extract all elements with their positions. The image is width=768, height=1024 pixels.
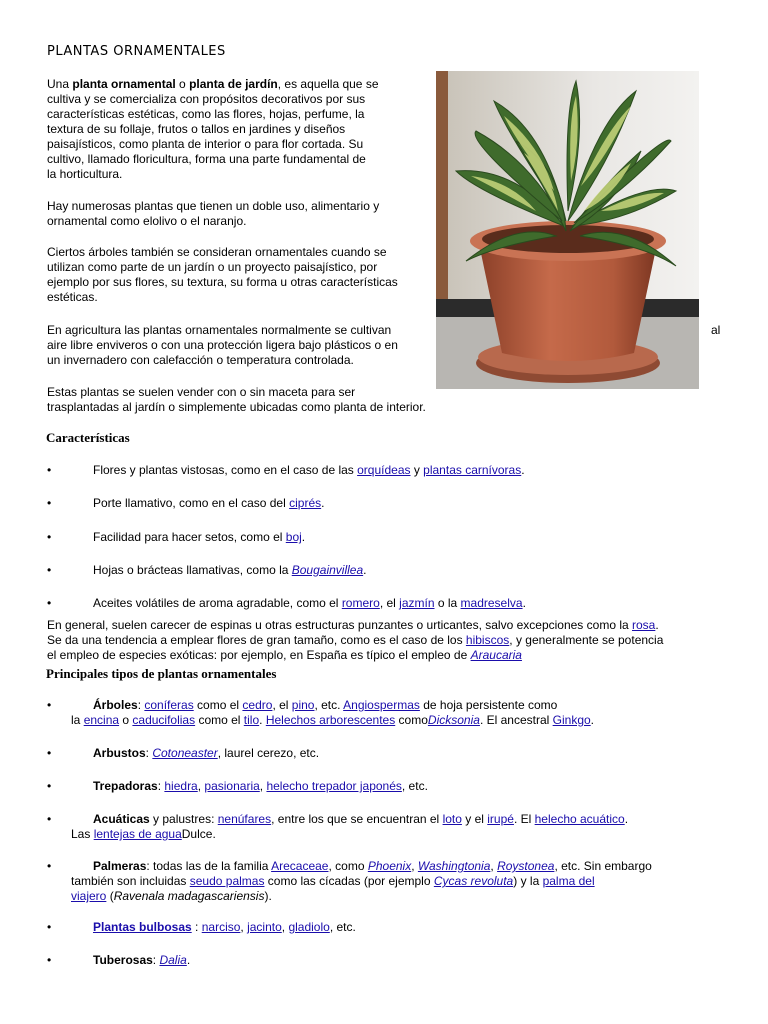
text: o (119, 713, 133, 727)
bullet-icon: • (47, 859, 52, 873)
text: , entre los que se encuentran el (271, 812, 443, 826)
text: , y generalmente se potencia (509, 633, 664, 647)
text: un invernadero con calefacción o temperatura controlada. (47, 353, 354, 367)
text: , como (328, 859, 368, 873)
bullet-icon: • (47, 563, 52, 577)
text-al: al (711, 323, 721, 337)
text: Ciertos árboles también se consideran ornamentales cuando se (47, 245, 387, 259)
text: de hoja persistente como (419, 698, 558, 712)
paragraph-agriculture (47, 323, 398, 368)
text: Estas plantas se suelen vender con o sin maceta para ser (47, 385, 356, 399)
text: . (186, 953, 191, 967)
text: Aceites volátiles de aroma agradable, como el (93, 596, 342, 610)
text: : (152, 953, 160, 967)
text: Las (71, 827, 94, 841)
text: características estéticas, como las flores, hojas, perfume, la (47, 107, 365, 121)
bold-term: Acuáticas (93, 812, 150, 826)
link-caducifolias[interactable]: caducifolias (132, 713, 196, 727)
link-helechos-arborescentes[interactable]: Helechos arborescentes (265, 713, 396, 727)
link-encina[interactable]: encina (83, 713, 120, 727)
text: la horticultura. (47, 167, 123, 181)
bold-term: planta de jardín (189, 77, 278, 91)
text: En general, suelen carecer de espinas u otras estructuras punzantes o urticantes, salvo excepciones como la (47, 618, 632, 632)
link-plantas-bulbosas[interactable]: Plantas bulbosas (93, 920, 192, 934)
bold-term: Árboles (93, 698, 138, 712)
link-loto[interactable]: loto (442, 812, 462, 826)
text: . El ancestral (479, 713, 553, 727)
link-coniferas[interactable]: coníferas (144, 698, 194, 712)
link-madreselva[interactable]: madreselva (460, 596, 523, 610)
text: , (281, 920, 289, 934)
link-jazmin[interactable]: jazmín (399, 596, 435, 610)
link-arecaceae[interactable]: Arecaceae (271, 859, 329, 873)
text: ). (264, 889, 272, 903)
link-palma-del-viajero[interactable]: palma del (542, 874, 595, 888)
text: Facilidad para hacer setos, como el (93, 530, 286, 544)
link-angiospermas[interactable]: Angiospermas (343, 698, 420, 712)
text: el empleo de especies exóticas: por ejemplo, en España es típico el empleo de (47, 648, 471, 662)
bold-term: planta ornamental (72, 77, 176, 91)
link-nenufares[interactable]: nenúfares (217, 812, 272, 826)
text: . (259, 713, 266, 727)
text: ejemplo por sus flores, su textura, su forma u otras características (47, 275, 398, 289)
text: . (301, 530, 306, 544)
link-bougainvillea[interactable]: Bougainvillea (291, 563, 364, 577)
paragraph-trees (47, 245, 398, 305)
text: , el (379, 596, 400, 610)
text: : (137, 698, 145, 712)
text: En agricultura las plantas ornamentales normalmente se cultivan (47, 323, 392, 337)
section-heading-characteristics: Características (46, 430, 130, 445)
text: , (240, 920, 248, 934)
text: cultivo, llamado floricultura, forma una parte fundamental de (47, 152, 366, 166)
link-irupe[interactable]: irupé (487, 812, 514, 826)
link-lentejas-de-agua[interactable]: lentejas de agua (93, 827, 182, 841)
paragraph-general (47, 618, 663, 663)
text: cultiva y se comercializa con propósitos decorativos por sus (47, 92, 366, 106)
bullet-icon: • (47, 746, 52, 760)
section-heading-types: Principales tipos de plantas ornamentales (46, 666, 277, 681)
text: . (521, 463, 525, 477)
link-cycas-revoluta[interactable]: Cycas revoluta (433, 874, 514, 888)
link-narciso[interactable]: narciso (201, 920, 241, 934)
text: ornamental como elolivo o el naranjo. (47, 214, 247, 228)
bullet-icon: • (47, 496, 52, 510)
text: , laurel cerezo, etc. (217, 746, 320, 760)
text: y palustres: (149, 812, 218, 826)
text: , etc. (329, 920, 356, 934)
bullet-icon: • (47, 463, 52, 477)
text: o (175, 77, 190, 91)
text: también son incluidas (71, 874, 190, 888)
intro-paragraph (47, 77, 379, 182)
bullet-icon: • (47, 698, 52, 712)
text: . (590, 713, 595, 727)
link-phoenix[interactable]: Phoenix (367, 859, 412, 873)
link-plantas-carnivoras[interactable]: plantas carnívoras (423, 463, 522, 477)
text: , el (272, 698, 292, 712)
link-washingtonia[interactable]: Washingtonia (417, 859, 491, 873)
text: . (624, 812, 629, 826)
link-helecho-trepador-japones[interactable]: helecho trepador japonés (266, 779, 402, 793)
link-jacinto[interactable]: jacinto (247, 920, 282, 934)
bold-term: Tuberosas (93, 953, 153, 967)
text: paisajísticos, como planta de interior o para flor cortada. Su (47, 137, 364, 151)
text: utilizan como parte de un jardín o un proyecto paisajístico, por (47, 260, 378, 274)
text: como las cícadas (por ejemplo (264, 874, 434, 888)
text: : (157, 779, 165, 793)
text: aire libre enviveros o con una protección ligera bajo plásticos o en (47, 338, 398, 352)
bullet-icon: • (47, 953, 52, 967)
page-title: PLANTAS ORNAMENTALES (47, 44, 226, 59)
text: trasplantadas al jardín o simplemente ubicadas como planta de interior. (47, 400, 426, 414)
text: , (259, 779, 267, 793)
text: . (363, 563, 367, 577)
bullet-icon: • (47, 530, 52, 544)
text: . (321, 496, 325, 510)
bullet-icon: • (47, 812, 52, 826)
bullet-icon: • (47, 920, 52, 934)
link-ginkgo[interactable]: Ginkgo (552, 713, 591, 727)
text: como el (193, 698, 243, 712)
bold-term: Palmeras (93, 859, 147, 873)
text: o la (434, 596, 461, 610)
link-dicksonia[interactable]: Dicksonia (427, 713, 480, 727)
text: , etc. (401, 779, 428, 793)
bold-term: Trepadoras (93, 779, 158, 793)
text: . (522, 596, 526, 610)
link-cipres[interactable]: ciprés (289, 496, 322, 510)
link-rosa[interactable]: rosa (632, 618, 656, 632)
paragraph-double-use (47, 199, 379, 229)
text: . El (513, 812, 535, 826)
text: , etc. Sin embargo (554, 859, 652, 873)
link-romero[interactable]: romero (341, 596, 380, 610)
text: : (145, 746, 153, 760)
text: Una (47, 77, 73, 91)
text: ( (106, 889, 114, 903)
text: : (191, 920, 202, 934)
text: Porte llamativo, como en el caso del (93, 496, 290, 510)
link-roystonea[interactable]: Roystonea (497, 859, 555, 873)
text: estéticas. (47, 290, 98, 304)
link-boj[interactable]: boj (285, 530, 302, 544)
text: , etc. (314, 698, 344, 712)
text: como el (195, 713, 244, 727)
text: Hay numerosas plantas que tienen un doble uso, alimentario y (47, 199, 380, 213)
link-hibiscos[interactable]: hibiscos (465, 633, 510, 647)
text: . (655, 618, 659, 632)
text: ) y la (513, 874, 543, 888)
link-hiedra[interactable]: hiedra (164, 779, 198, 793)
text: textura de su follaje, frutos o tallos en jardines y diseños (47, 122, 346, 136)
plant-photo (436, 71, 699, 389)
link-dalia[interactable]: Dalia (159, 953, 187, 967)
text: , (411, 859, 418, 873)
link-viajero[interactable]: viajero (71, 889, 107, 903)
text: , (197, 779, 205, 793)
text: , es aquella que se (277, 77, 379, 91)
link-seudo-palmas[interactable]: seudo palmas (189, 874, 265, 888)
text: Se da una tendencia a emplear flores de gran tamaño, como es el caso de los (47, 633, 466, 647)
link-cotoneaster[interactable]: Cotoneaster (152, 746, 218, 760)
italic-term: Ravenala madagascariensis (113, 889, 265, 903)
link-helecho-acuatico[interactable]: helecho acuático (534, 812, 625, 826)
bullet-icon: • (47, 596, 52, 610)
text: Hojas o brácteas llamativas, como la (93, 563, 292, 577)
link-orquideas[interactable]: orquídeas (357, 463, 411, 477)
text: como (395, 713, 428, 727)
bullet-icon: • (47, 779, 52, 793)
link-tilo[interactable]: tilo (243, 713, 260, 727)
text: la (71, 713, 84, 727)
text: : todas las de la familia (146, 859, 272, 873)
text: Flores y plantas vistosas, como en el caso de las (93, 463, 358, 477)
text: Dulce. (181, 827, 216, 841)
paragraph-sale (47, 385, 426, 415)
link-pino[interactable]: pino (291, 698, 315, 712)
link-araucaria[interactable]: Araucaria (470, 648, 522, 662)
link-cedro[interactable]: cedro (242, 698, 273, 712)
link-gladiolo[interactable]: gladiolo (288, 920, 330, 934)
text: y el (461, 812, 488, 826)
text: , (490, 859, 498, 873)
link-pasionaria[interactable]: pasionaria (204, 779, 260, 793)
text: y (410, 463, 424, 477)
bold-term: Arbustos (93, 746, 146, 760)
